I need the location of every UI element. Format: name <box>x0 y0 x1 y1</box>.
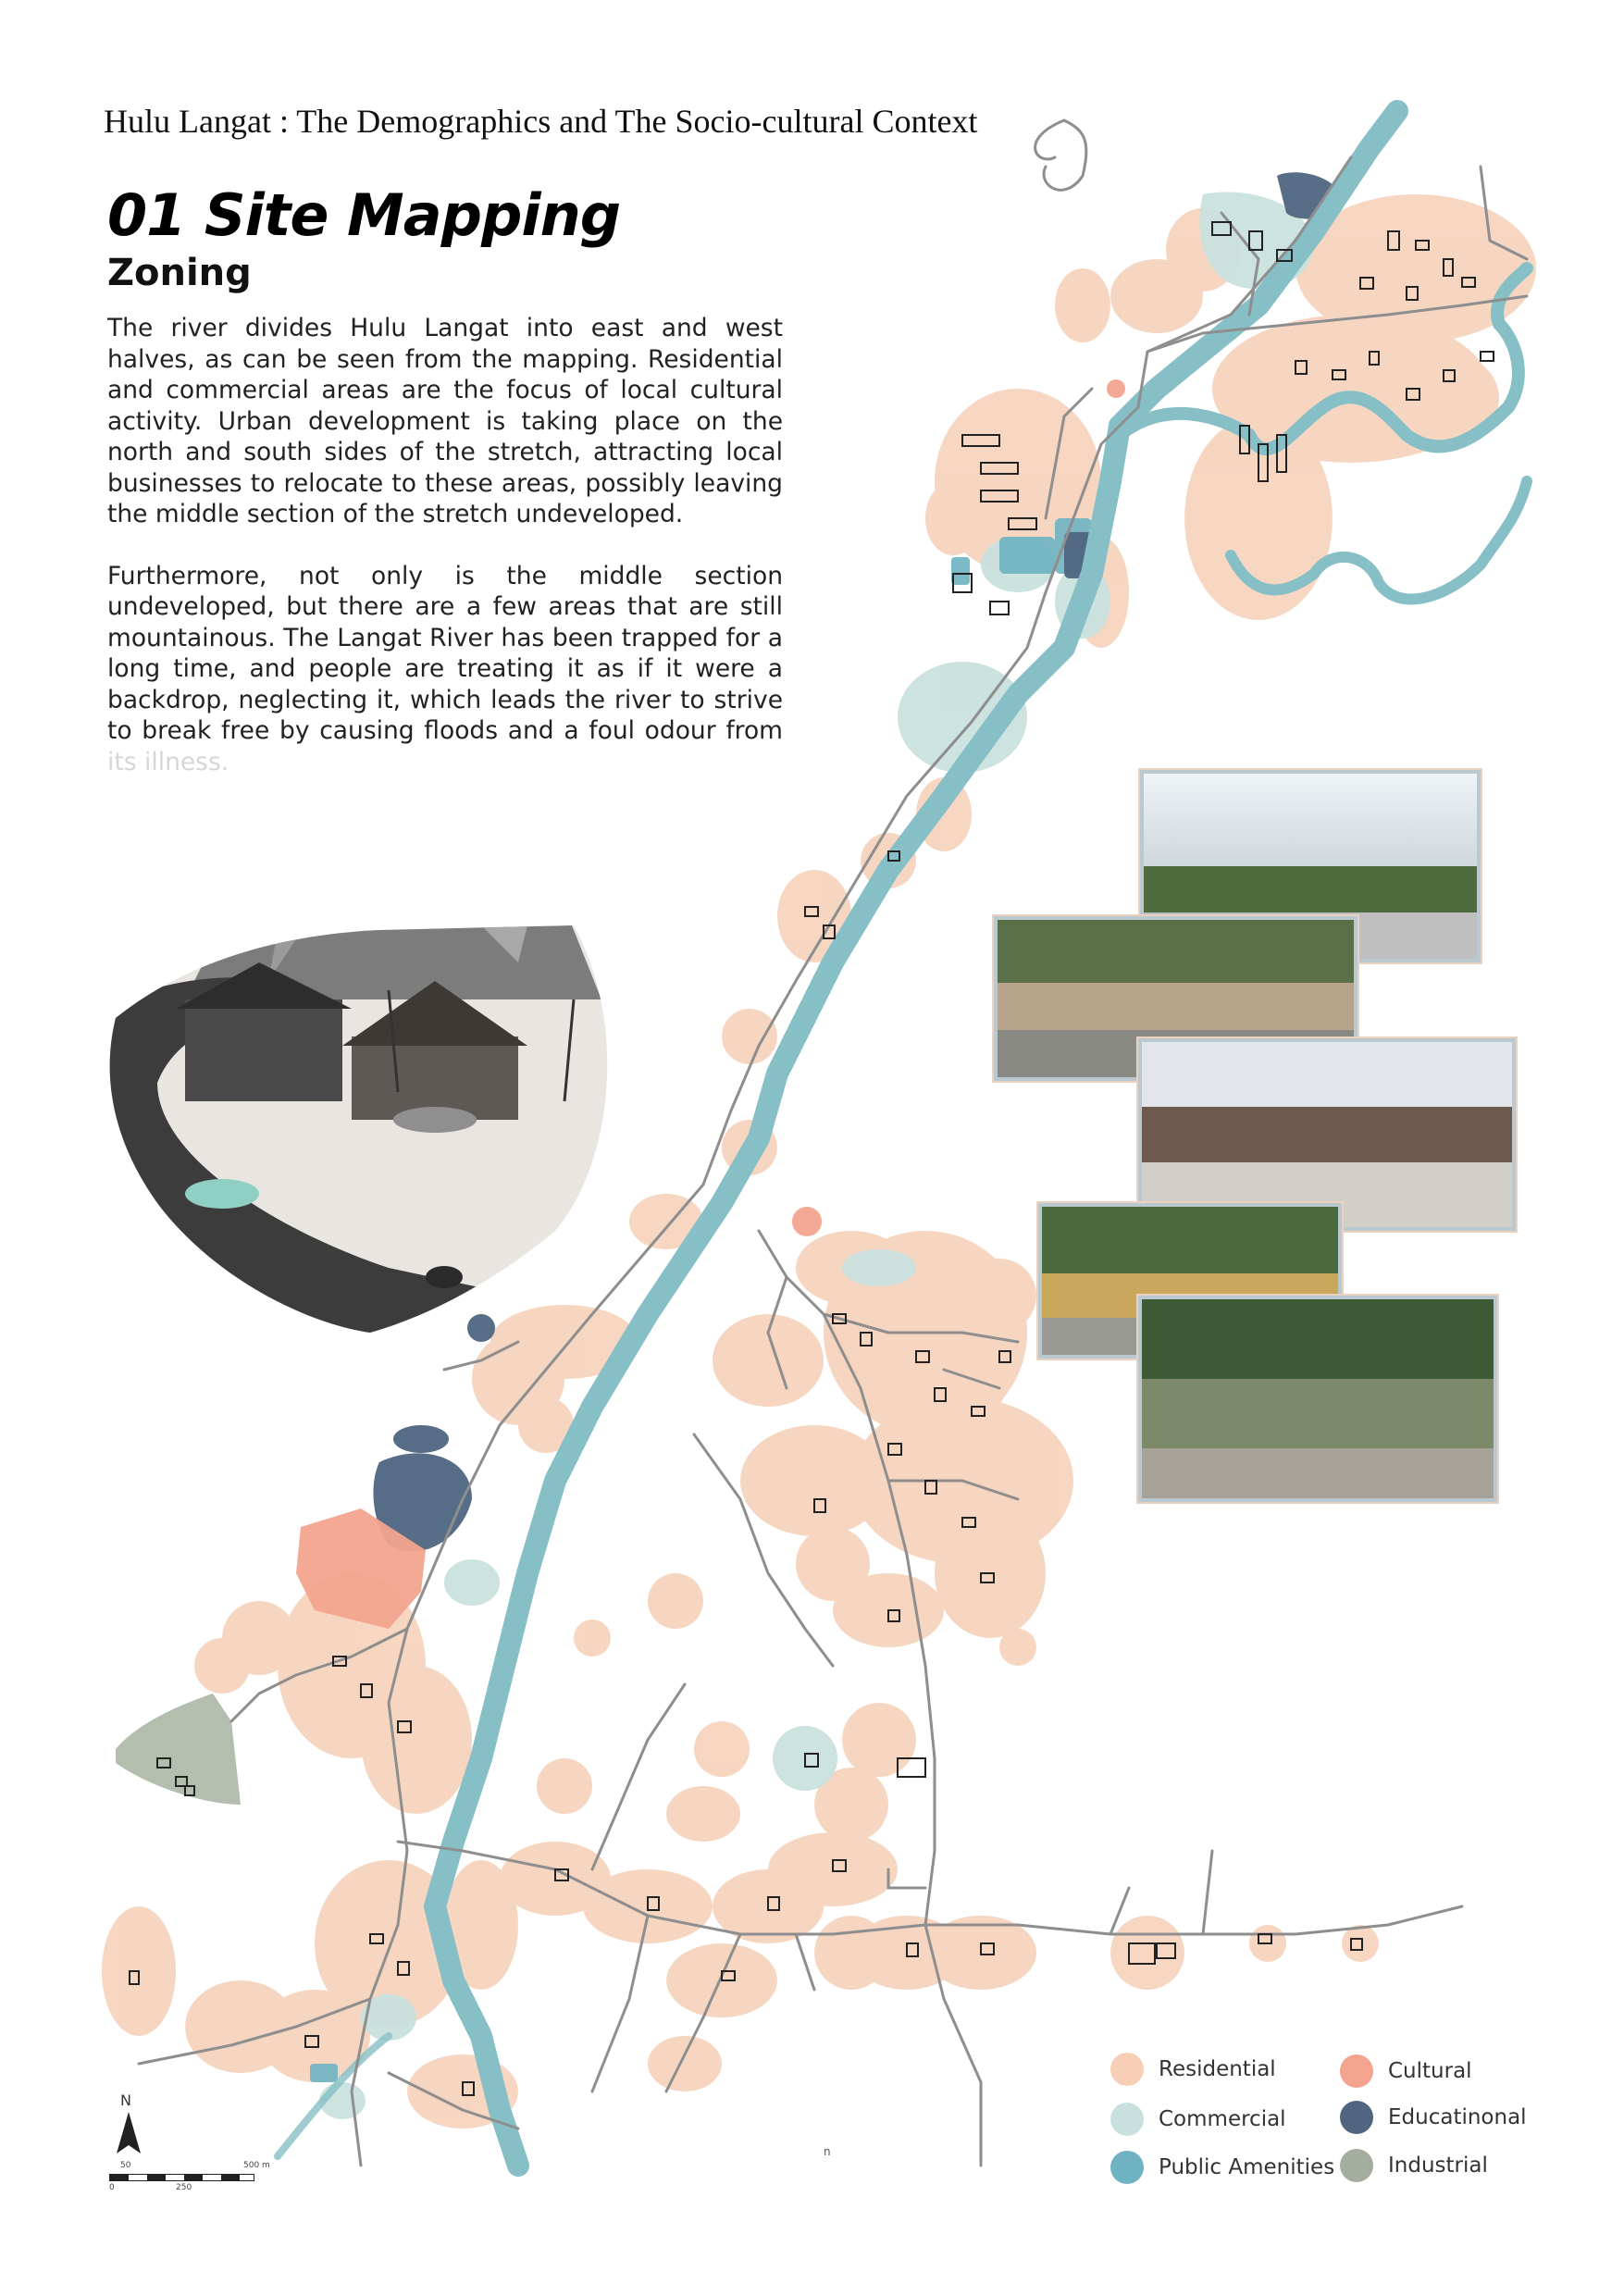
legend-item-educational <box>1340 2099 1527 2136</box>
section-title: 01 Site Mapping <box>107 181 621 249</box>
north-arrow <box>111 2091 148 2166</box>
legend-label: Residential <box>1159 2057 1276 2081</box>
legend-item-cultural <box>1340 2053 1472 2090</box>
legend-item-commercial <box>1110 2101 1286 2138</box>
legend-swatch-residential <box>1110 2053 1144 2086</box>
site-photo-5 <box>1138 1296 1497 1502</box>
legend-swatch-educational <box>1340 2101 1373 2134</box>
legend-label: Cultural <box>1388 2059 1472 2083</box>
map-stray-label: n <box>824 2145 831 2158</box>
site-photo-3 <box>1138 1038 1516 1231</box>
collage-illustration <box>102 833 620 1351</box>
paragraph-2-faded: its illness. <box>107 747 229 776</box>
paragraph-1: The river divides Hulu Langat into east and west halves, as can be seen from the mapping. Residential and commercial areas are the focus of local cultural activity. Urban development is taking place on the north and south sides of the stretch, attracting local businesses to relocate to these areas, possibly leaving the middle section of the stretch undeveloped. <box>107 314 783 528</box>
legend-label: Industrial <box>1388 2153 1488 2178</box>
legend-item-public-amenities <box>1110 2149 1334 2186</box>
map-legend <box>1110 2051 1545 2190</box>
page-header: Hulu Langat : The Demographics and The Socio-cultural Context <box>104 103 978 140</box>
scale-bottom-left: 0 <box>109 2183 115 2192</box>
scale-bar-graphic <box>109 2174 254 2181</box>
scale-top-right: 500 m <box>243 2161 270 2170</box>
paragraph-2-main: Furthermore, not only is the middle section undeveloped, but there are a few areas that are still mountainous. The Langat River has been trapped for a long time, and people are treating it as if it were a backdrop, neglecting it, which leads the river to strive to break free by causing floods and a foul odour from <box>107 561 783 745</box>
legend-swatch-public-amenities <box>1110 2151 1144 2184</box>
legend-label: Commercial <box>1159 2107 1286 2131</box>
legend-label: Educatinonal <box>1388 2105 1527 2129</box>
scale-bar <box>109 2161 271 2198</box>
section-subtitle: Zoning <box>107 252 252 294</box>
legend-swatch-industrial <box>1340 2149 1373 2182</box>
scale-top-left: 50 <box>120 2161 131 2170</box>
legend-swatch-commercial <box>1110 2103 1144 2136</box>
legend-swatch-cultural <box>1340 2054 1373 2088</box>
legend-item-residential <box>1110 2051 1276 2088</box>
north-arrow-icon <box>115 2112 143 2158</box>
scale-bottom-mid: 250 <box>176 2183 192 2192</box>
north-label: N <box>120 2091 131 2109</box>
legend-item-industrial <box>1340 2147 1488 2184</box>
body-text <box>107 313 783 808</box>
industrial-zone <box>116 1694 241 1805</box>
legend-label: Public Amenities <box>1159 2155 1335 2179</box>
paragraph-2 <box>107 561 783 778</box>
